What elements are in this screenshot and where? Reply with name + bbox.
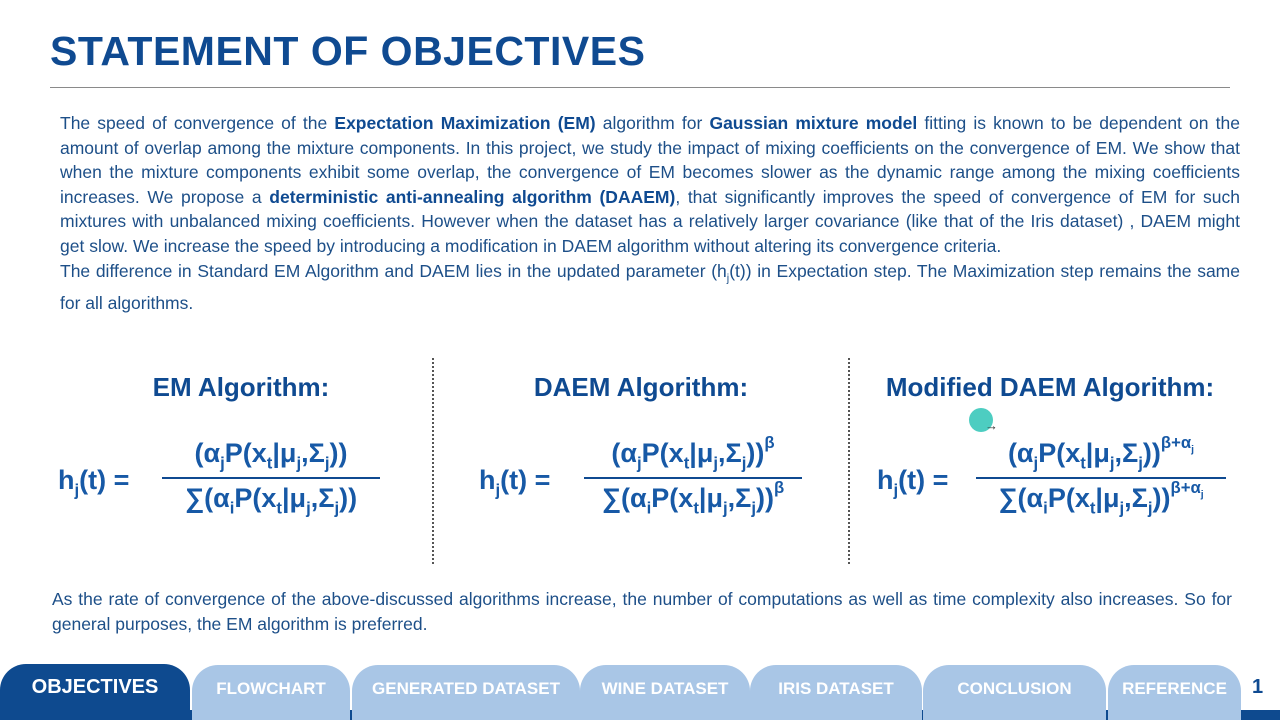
tab-iris-dataset[interactable]: IRIS DATASET — [750, 665, 922, 720]
em-formula-fraction — [162, 438, 380, 519]
intro-paragraph-1: The speed of convergence of the Expectation Maximization (EM) algorithm for Gaussian mixture model fitting is known to be dependent on the amount of overlap among the mixture components. In this project, we study the impact of mixing coefficients on the convergence of EM. We show that when the mixture components exhibit some overlap, the convergence of EM becomes slower as the dynamic range among the mixing coefficients increases. We propose a deterministic anti-annealing algorithm (DAAEM), that significantly improves the speed of convergence of EM for such mixtures with unbalanced mixing coefficients. However when the dataset has a relatively larger covariance (like that of the Iris dataset) , DAEM might get slow. We increase the speed by introducing a modification in DAEM algorithm without altering its convergence criteria. — [60, 113, 1240, 256]
daem-algorithm-panel — [434, 358, 848, 564]
modified-daem-formula-fraction — [976, 432, 1226, 519]
intro-paragraph-2: The difference in Standard EM Algorithm and DAEM lies in the updated parameter $(h_j(t))$ in Expectation step. The Maximization step remains the same for all algorithms. — [60, 260, 1240, 313]
em-formula-lhs: $h_j(t)$ = — [58, 465, 130, 500]
em-algorithm-heading: EM Algorithm: — [152, 372, 330, 402]
modified-daem-algorithm-panel — [850, 358, 1250, 564]
tab-objectives[interactable]: OBJECTIVES — [0, 664, 190, 719]
page-number: 1 — [1252, 676, 1264, 698]
em-denominator: $\sum(\alpha_iP(x_t|\mu_j,\Sigma_j))$ — [184, 483, 358, 518]
slide-title: STATEMENT OF OBJECTIVES — [50, 28, 646, 74]
title-divider — [50, 87, 1230, 88]
modified-daem-numerator: $(\alpha_jP(x_t|\mu_j,\Sigma_j))^{\beta+\alpha_j}$ — [1007, 432, 1195, 473]
daem-fraction-bar — [584, 477, 802, 479]
em-fraction-bar — [162, 477, 380, 479]
tab-flowchart[interactable]: FLOWCHART — [192, 665, 350, 720]
tab-reference[interactable]: REFERENCE — [1108, 665, 1241, 720]
modified-daem-formula-lhs: $h_j(t)$ = — [877, 465, 949, 500]
summary-text: As the rate of convergence of the above-discussed algorithms increase, the number of computations as well as time complexity also increases. So for general purposes, the EM algorithm is preferred. — [52, 589, 1232, 634]
daem-algorithm-heading: DAEM Algorithm: — [533, 372, 749, 402]
intro-text — [60, 111, 1240, 315]
cursor-arrow-icon: → — [985, 418, 998, 433]
em-numerator: $(\alpha_jP(x_t|\mu_j,\Sigma_j))$ — [194, 438, 348, 473]
modified-daem-algorithm-heading: Modified DAEM Algorithm: — [885, 372, 1215, 402]
navigation-tab-bar — [0, 660, 1280, 720]
tab-wine-dataset[interactable]: WINE DATASET — [580, 665, 750, 720]
daem-denominator: $\sum(\alpha_iP(x_t|\mu_j,\Sigma_j))^\beta$ — [601, 478, 785, 518]
tab-generated-dataset[interactable]: GENERATED DATASET — [352, 665, 580, 720]
em-term: Expectation Maximization (EM) — [334, 113, 596, 133]
gmm-term: Gaussian mixture model — [709, 113, 918, 133]
daem-formula-fraction — [584, 432, 802, 519]
em-algorithm-panel — [50, 358, 432, 564]
daem-numerator: $(\alpha_jP(x_t|\mu_j,\Sigma_j))^\beta$ — [611, 432, 775, 473]
daaem-term: deterministic anti-annealing algorithm (DAAEM) — [269, 186, 676, 207]
tab-conclusion[interactable]: CONCLUSION — [923, 665, 1106, 720]
modified-daem-denominator: $\sum(\alpha_iP(x_t|\mu_j,\Sigma_j))^{\beta+\alpha_j}$ — [998, 478, 1204, 518]
daem-formula-lhs: $h_j(t)$ = — [479, 465, 551, 500]
